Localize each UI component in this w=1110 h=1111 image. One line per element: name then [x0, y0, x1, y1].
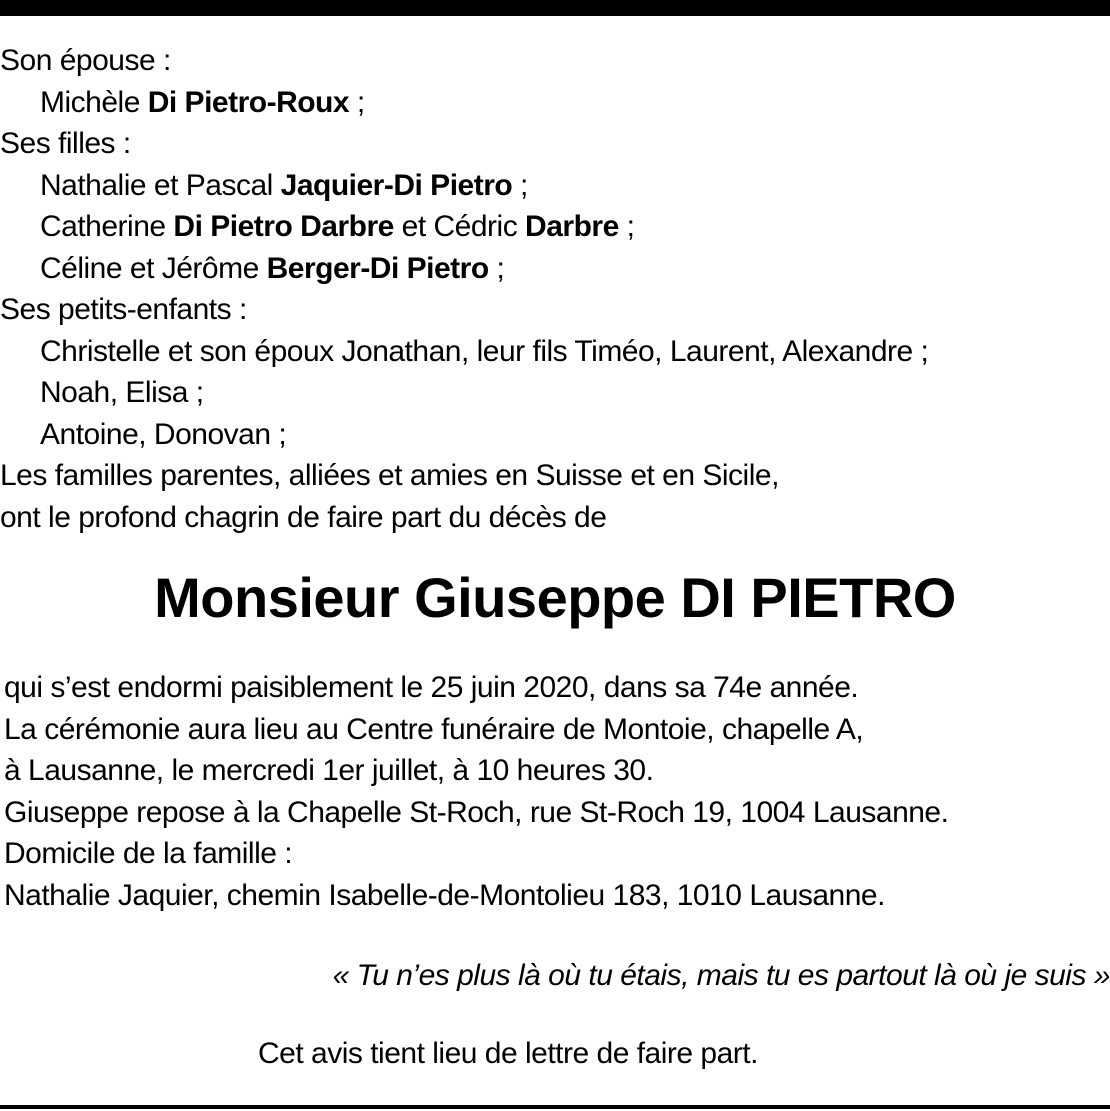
spouse-last-name: Di Pietro-Roux [147, 85, 350, 119]
top-rule [0, 0, 1110, 16]
relatives-line-1: Les familles parentes, alliées et amies en Suisse et en Sicile, [0, 459, 779, 492]
relatives-line-2: ont le profond chagrin de faire part du décès de [0, 500, 607, 534]
daughter-3-end: ; [488, 251, 505, 285]
memorial-quote: « Tu n’es plus là où tu étais, mais tu es partout là où je suis » [332, 959, 1110, 992]
footer-note: Cet avis tient lieu de lettre de faire part. [258, 1037, 758, 1070]
ceremony-details [4, 667, 1104, 916]
daughter-1-first-names: Nathalie et Pascal [40, 168, 281, 202]
spouse-end: ; [349, 85, 365, 119]
grandchildren-entry-1: Christelle et son époux Jonathan, leur fils Timéo, Laurent, Alexandre ; [40, 334, 929, 368]
details-line-2: La cérémonie aura lieu au Centre funéraire de Montoie, chapelle A, [4, 712, 864, 746]
grandchildren-heading: Ses petits-enfants : [0, 293, 247, 326]
daughter-2-first-name: Catherine [40, 210, 174, 243]
family-list [0, 40, 1100, 538]
spouse-first-name: Michèle [40, 85, 148, 119]
bottom-rule [0, 1105, 1110, 1109]
daughter-3-last-name: Berger-Di Pietro [266, 251, 489, 285]
daughter-2-partner-last-name: Darbre [525, 210, 619, 243]
daughter-1-last-name: Jaquier-Di Pietro [280, 168, 513, 202]
deceased-name: Monsieur Giuseppe DI PIETRO [154, 566, 956, 629]
daughter-2-last-name: Di Pietro Darbre [173, 210, 394, 243]
spouse-heading: Son épouse : [0, 44, 171, 77]
daughter-2-partner: et Cédric [393, 210, 526, 243]
daughter-entry-2 [0, 206, 1100, 248]
details-line-6: Nathalie Jaquier, chemin Isabelle-de-Montolieu 183, 1010 Lausanne. [4, 878, 885, 912]
daughter-1-end: ; [512, 168, 528, 202]
details-line-5: Domicile de la famille : [4, 837, 293, 870]
details-line-3: à Lausanne, le mercredi 1er juillet, à 10 heures 30. [4, 754, 654, 787]
details-line-1: qui s’est endormi paisiblement le 25 juin 2020, dans sa 74e année. [4, 671, 859, 704]
grandchildren-entry-2: Noah, Elisa ; [40, 376, 204, 409]
daughter-entry-1 [0, 165, 1100, 207]
details-line-4: Giuseppe repose à la Chapelle St-Roch, rue St-Roch 19, 1004 Lausanne. [4, 795, 949, 829]
daughters-heading: Ses filles : [0, 127, 131, 160]
daughter-2-end: ; [618, 210, 635, 243]
grandchildren-entry-3: Antoine, Donovan ; [40, 417, 287, 451]
spouse-entry [0, 82, 1100, 124]
daughter-3-first-names: Céline et Jérôme [40, 251, 267, 285]
daughter-entry-3 [0, 248, 1100, 290]
